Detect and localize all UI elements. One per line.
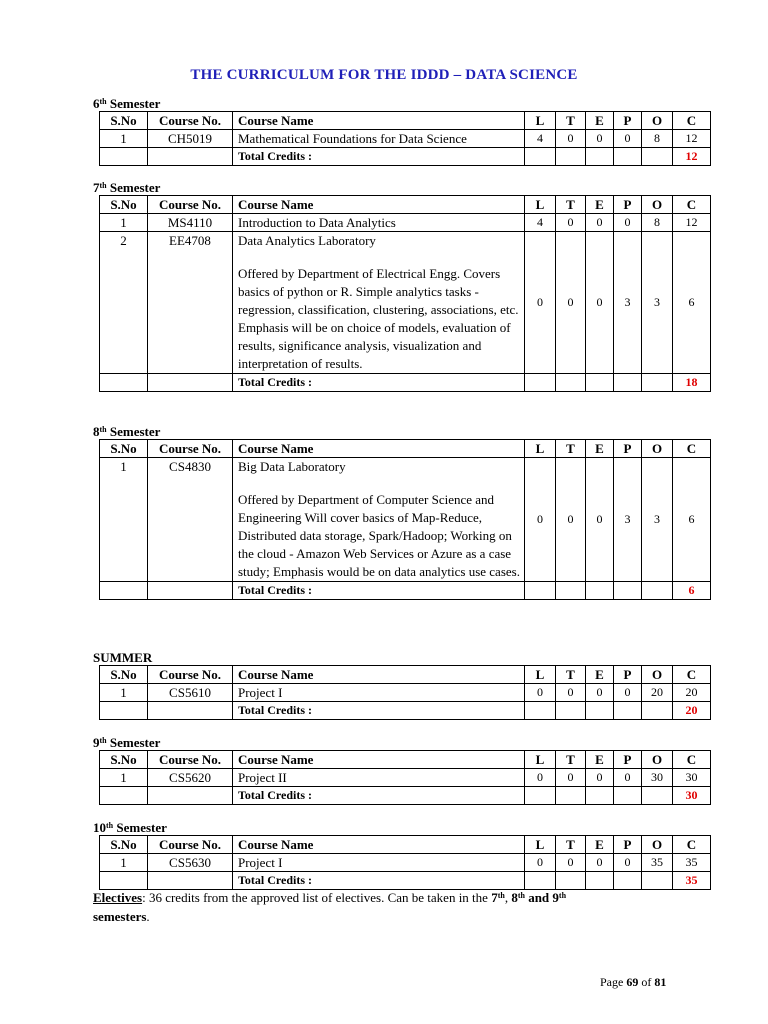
header-course-name: Course Name — [233, 196, 525, 214]
total-credits-label: Total Credits : — [233, 582, 525, 600]
header-p: P — [614, 112, 642, 130]
l-cell: 0 — [525, 769, 556, 787]
t-cell: 0 — [556, 769, 586, 787]
e-cell: 0 — [586, 214, 614, 232]
total-credits-label: Total Credits : — [233, 787, 525, 805]
course-no-cell: MS4110 — [148, 214, 233, 232]
total-row — [100, 872, 711, 890]
c-cell: 12 — [673, 130, 711, 148]
total-credits-value: 12 — [673, 148, 711, 166]
summer-table — [99, 665, 711, 720]
course-no-cell: CS5610 — [148, 684, 233, 702]
header-e: E — [586, 836, 614, 854]
total-credits-label: Total Credits : — [233, 374, 525, 392]
header-course-no: Course No. — [148, 836, 233, 854]
header-l: L — [525, 836, 556, 854]
t-cell: 0 — [556, 214, 586, 232]
c-cell: 20 — [673, 684, 711, 702]
course-name: Big Data Laboratory — [238, 459, 346, 474]
header-sno: S.No — [100, 751, 148, 769]
p-cell: 0 — [614, 854, 642, 872]
t-cell: 0 — [556, 458, 586, 582]
header-o: O — [642, 751, 673, 769]
c-cell: 6 — [673, 232, 711, 374]
semester-9-table — [99, 750, 711, 805]
header-course-no: Course No. — [148, 666, 233, 684]
total-row — [100, 702, 711, 720]
total-credits-label: Total Credits : — [233, 702, 525, 720]
total-row — [100, 148, 711, 166]
header-o: O — [642, 196, 673, 214]
header-row — [100, 751, 711, 769]
course-name-cell: Project II — [233, 769, 525, 787]
header-e: E — [586, 440, 614, 458]
semester-10-heading: 10th Semester — [93, 820, 167, 835]
sno-cell: 1 — [100, 214, 148, 232]
total-credits-value: 30 — [673, 787, 711, 805]
header-sno: S.No — [100, 196, 148, 214]
header-e: E — [586, 751, 614, 769]
total-credits-value: 35 — [673, 872, 711, 890]
header-c: C — [673, 836, 711, 854]
header-sno: S.No — [100, 836, 148, 854]
header-l: L — [525, 751, 556, 769]
total-credits-label: Total Credits : — [233, 872, 525, 890]
course-no-cell: EE4708 — [148, 232, 233, 374]
semester-9-heading: 9th Semester — [93, 735, 161, 750]
header-c: C — [673, 196, 711, 214]
header-course-name: Course Name — [233, 836, 525, 854]
course-name-cell — [233, 458, 525, 582]
header-sno: S.No — [100, 666, 148, 684]
course-name: Data Analytics Laboratory — [238, 233, 376, 248]
e-cell: 0 — [586, 458, 614, 582]
page-number: Page 69 of 81 — [600, 975, 667, 989]
table-row — [100, 769, 711, 787]
electives-label: Electives — [93, 890, 143, 905]
header-course-no: Course No. — [148, 196, 233, 214]
table-row — [100, 214, 711, 232]
header-e: E — [586, 666, 614, 684]
o-cell: 20 — [642, 684, 673, 702]
semester-6-table — [99, 111, 711, 166]
header-o: O — [642, 836, 673, 854]
header-o: O — [642, 112, 673, 130]
e-cell: 0 — [586, 769, 614, 787]
header-t: T — [556, 440, 586, 458]
c-cell: 30 — [673, 769, 711, 787]
header-course-name: Course Name — [233, 440, 525, 458]
header-o: O — [642, 440, 673, 458]
course-no-cell: CH5019 — [148, 130, 233, 148]
header-l: L — [525, 440, 556, 458]
l-cell: 4 — [525, 214, 556, 232]
course-name-cell — [233, 232, 525, 374]
table-row — [100, 684, 711, 702]
header-row — [100, 440, 711, 458]
header-t: T — [556, 666, 586, 684]
sno-cell: 1 — [100, 684, 148, 702]
c-cell: 12 — [673, 214, 711, 232]
semester-7-table — [99, 195, 711, 392]
l-cell: 4 — [525, 130, 556, 148]
t-cell: 0 — [556, 854, 586, 872]
table-row — [100, 232, 711, 374]
header-c: C — [673, 751, 711, 769]
e-cell: 0 — [586, 684, 614, 702]
header-course-no: Course No. — [148, 112, 233, 130]
course-no-cell: CS5630 — [148, 854, 233, 872]
header-course-name: Course Name — [233, 112, 525, 130]
header-t: T — [556, 196, 586, 214]
document-title: THE CURRICULUM FOR THE IDDD – DATA SCIENCE — [190, 67, 578, 83]
p-cell: 3 — [614, 232, 642, 374]
l-cell: 0 — [525, 684, 556, 702]
course-name-cell: Project I — [233, 854, 525, 872]
header-course-name: Course Name — [233, 751, 525, 769]
header-o: O — [642, 666, 673, 684]
course-name-cell: Project I — [233, 684, 525, 702]
header-row — [100, 836, 711, 854]
e-cell: 0 — [586, 232, 614, 374]
header-p: P — [614, 196, 642, 214]
sno-cell: 1 — [100, 458, 148, 582]
header-c: C — [673, 666, 711, 684]
total-row — [100, 374, 711, 392]
total-row — [100, 787, 711, 805]
sno-cell: 1 — [100, 130, 148, 148]
header-t: T — [556, 836, 586, 854]
p-cell: 0 — [614, 684, 642, 702]
l-cell: 0 — [525, 232, 556, 374]
header-p: P — [614, 751, 642, 769]
o-cell: 3 — [642, 232, 673, 374]
table-row — [100, 458, 711, 582]
header-t: T — [556, 112, 586, 130]
l-cell: 0 — [525, 854, 556, 872]
summer-heading: SUMMER — [93, 650, 153, 665]
t-cell: 0 — [556, 130, 586, 148]
t-cell: 0 — [556, 232, 586, 374]
total-row — [100, 582, 711, 600]
course-name-cell: Introduction to Data Analytics — [233, 214, 525, 232]
total-credits-value: 18 — [673, 374, 711, 392]
semester-6-heading: 6th Semester — [93, 96, 161, 111]
header-sno: S.No — [100, 112, 148, 130]
semester-7-heading: 7th Semester — [93, 180, 161, 195]
total-credits-value: 6 — [673, 582, 711, 600]
semester-8-heading: 8th Semester — [93, 424, 161, 439]
o-cell: 35 — [642, 854, 673, 872]
header-row — [100, 196, 711, 214]
semester-8-table — [99, 439, 711, 600]
o-cell: 8 — [642, 214, 673, 232]
header-sno: S.No — [100, 440, 148, 458]
l-cell: 0 — [525, 458, 556, 582]
header-course-name: Course Name — [233, 666, 525, 684]
header-p: P — [614, 836, 642, 854]
header-p: P — [614, 440, 642, 458]
e-cell: 0 — [586, 854, 614, 872]
o-cell: 8 — [642, 130, 673, 148]
sno-cell: 1 — [100, 769, 148, 787]
p-cell: 0 — [614, 214, 642, 232]
o-cell: 3 — [642, 458, 673, 582]
p-cell: 3 — [614, 458, 642, 582]
electives-note: Electives: 36 credits from the approved list of electives. Can be taken in the 7th, 8th and 9th semesters. — [93, 890, 567, 924]
header-course-no: Course No. — [148, 751, 233, 769]
e-cell: 0 — [586, 130, 614, 148]
p-cell: 0 — [614, 769, 642, 787]
sno-cell: 2 — [100, 232, 148, 374]
c-cell: 35 — [673, 854, 711, 872]
total-credits-label: Total Credits : — [233, 148, 525, 166]
p-cell: 0 — [614, 130, 642, 148]
sno-cell: 1 — [100, 854, 148, 872]
header-l: L — [525, 112, 556, 130]
t-cell: 0 — [556, 684, 586, 702]
header-l: L — [525, 196, 556, 214]
header-l: L — [525, 666, 556, 684]
header-c: C — [673, 112, 711, 130]
header-e: E — [586, 112, 614, 130]
total-credits-value: 20 — [673, 702, 711, 720]
o-cell: 30 — [642, 769, 673, 787]
header-e: E — [586, 196, 614, 214]
semester-10-table — [99, 835, 711, 890]
header-p: P — [614, 666, 642, 684]
header-row — [100, 666, 711, 684]
header-row — [100, 112, 711, 130]
header-course-no: Course No. — [148, 440, 233, 458]
c-cell: 6 — [673, 458, 711, 582]
course-description: Offered by Department of Computer Science and Engineering Will cover basics of Map-Reduce, Distributed data storage, Spark/Hadoop; Working on the cloud - Amazon Web Services or Azure as a case study; Emphasis would be on data analytics use cases. — [238, 492, 520, 579]
header-t: T — [556, 751, 586, 769]
course-description: Offered by Department of Electrical Engg. Covers basics of python or R. Simple analytics tasks - regression, classification, clustering, associations, etc. Emphasis will be on choice of models, evaluation of results, significance analysis, visualization and interpretation of results. — [238, 266, 519, 371]
table-row — [100, 854, 711, 872]
table-row — [100, 130, 711, 148]
course-no-cell: CS5620 — [148, 769, 233, 787]
course-no-cell: CS4830 — [148, 458, 233, 582]
header-c: C — [673, 440, 711, 458]
course-name-cell: Mathematical Foundations for Data Science — [233, 130, 525, 148]
